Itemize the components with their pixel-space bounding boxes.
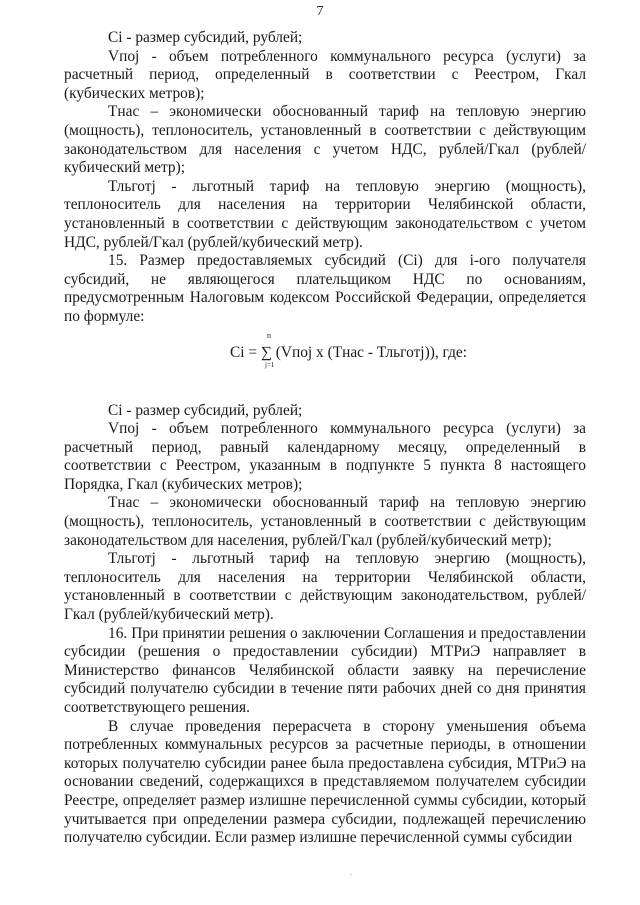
sum-upper-limit: n [267,330,271,340]
definition-vpo: Vпоj - объем потребленного коммунального ресурса (услуги) за расчетный период, определенный в соответствии с Реестром, Гкал (кубических метров); [64,47,586,102]
formula [64,331,586,379]
clause-16: 16. При принятии решения о заключении Соглашения и предоставлении субсидии (решения о предоставлении субсидии) МТРиЭ направляет в Министерство финансов Челябинской области заявку на перечисление субсидий получателю субсидии в течение пяти рабочих дней со дня принятия соответствующего решения. [64,624,586,716]
scan-speck: . [350,868,352,877]
sum-lower-limit: j=1 [265,360,275,369]
recalculation-paragraph: В случае проведения перерасчета в сторону уменьшения объема потребленных коммунальных ресурсов за расчетные периоды, в отношении которых получателю субсидии ранее была предоставлена субсидия, МТРиЭ на основании сведений, содержащихся в представляемом получателем субсидии Реестре, определяет размер излишне перечисленной суммы субсидии, который учитывается при определении размера субсидии, подлежащей перечислению получателю субсидии. Если размер излишне перечисленной суммы субсидии [64,717,586,847]
page-number: 7 [316,4,324,19]
definition-vpo-2: Vпоj - объем потребленного коммунального ресурса (услуги) за расчетный период, равный календарному месяцу, определенный в соответствии с Реестром, указанным в подпункте 5 пункта 8 настоящего Порядка, Гкал (кубических метров); [64,420,586,493]
definition-tnas: Тнас – экономически обоснованный тариф на тепловую энергию (мощность), теплоноситель, установленный в соответствии с действующим законодательством для населения с учетом НДС, рублей/Гкал (рублей/кубический метр); [64,103,586,177]
definition-tlgot: Тльготj - льготный тариф на тепловую энергию (мощность), теплоноситель для населения на территории Челябинской области, установленный в соответствии с действующим законодательством с учетом НДС, рублей/Гкал (рублей/кубический метр). [64,177,586,251]
document-body [64,20,586,848]
definition-ci-2: Ci - размер субсидий, рублей; [108,401,303,419]
formula-expression: Ci = ∑ (Vпоj x (Тнас - Тльготj)), где: [230,343,468,361]
definition-tnas-2: Тнас – экономически обоснованный тариф на тепловую энергию (мощность), теплоноситель, установленный в соответствии с действующим законодательством для населения, рублей/Гкал (рублей/кубический метр); [64,494,586,549]
definition-ci: Ci - размер субсидий, рублей; [108,29,303,46]
definition-tlgot-2: Тльготj - льготный тариф на тепловую энергию (мощность), теплоноситель для населения на территории Челябинской области, установленный в соответствии с действующим законодательством, рублей/Гкал (рублей/кубический метр). [64,550,586,624]
clause-15: 15. Размер предоставляемых субсидий (Ci) для i-ого получателя субсидий, не являющегося плательщиком НДС по основаниям, предусмотренным Налоговым кодексом Российской Федерации, определяется по формуле: [64,252,586,325]
